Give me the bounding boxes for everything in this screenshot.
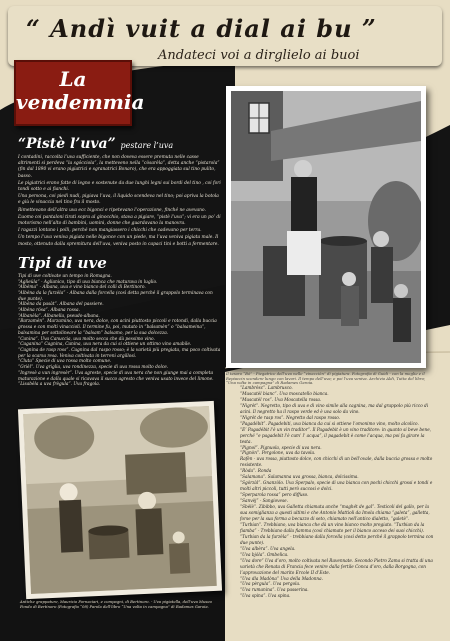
piste-paragraph: Una persona, coi piedi nudi, pigiava l’uva, il liquido scendeva nel tino; poi apriva la botola e giù le vinaccia nel tino fra il mosto.: [18, 194, 219, 206]
right-list-item: “Sbèlè”. Zibibbo, uva Galletta chiamata anche “maghét de gal”. Testicoli del gallo, per la sua somiglianza a questi ultimi e che Antonio Mattioli da Imola chiama “galeta”, galletta, forse per la sua forma a becuzzo di seto, chiamato nell’antico dialetto, “galetè”.: [240, 504, 430, 521]
photo-illustration-pressing: [231, 91, 421, 363]
tipi-item: “Grièl”. Uva griglia, uva rondinezza, specie di uva rossa molto dolce.: [18, 365, 169, 371]
tipi-item: “Aglieùla” - Aglianico, tipo di uva bianca che maturava in luglio.: [18, 279, 158, 285]
tipi-heading: Tipi di uve: [18, 253, 107, 272]
right-list-item: “Turbian da la furzèla” - trebbiano dalla forcella (così detto perché il grappolo termina con due punte).: [240, 533, 434, 545]
photo-image-pressing: [231, 91, 421, 363]
vintage-photo-pressing: [226, 86, 426, 368]
right-list-item: “Uva dla Madòna” Uva della Madonna.: [240, 575, 323, 581]
right-list-item: “Pignol”. Pignuola, specie di uva nera.: [240, 444, 322, 450]
piste-body: [18, 155, 222, 248]
right-list-item: Rafèn - uva rossa, piuttosto dolce, con chicchi di un bell’ovale, dalla buccia grossa e molto resistente.: [240, 456, 433, 468]
right-list-item: “Turbian”. Trebbiano, uva bianca che dà un vino bianco molto pregiato. “Turbian da la fiamba” - Trebbiano dalla fiamma (così chiamato per il bianco acceso dei suoi chicchi).: [240, 521, 425, 533]
right-list-item: “Uva bjòla”. Ombelica.: [240, 551, 289, 557]
right-list-item: “Lambrèsc”. Lambrusco.: [240, 385, 293, 390]
vintage-photo-grapes: [18, 401, 222, 599]
tipi-item: “Albèna rósa”. Albana rossa.: [18, 308, 80, 314]
right-list-item: “Uva rumanina”. Uva passerina.: [240, 587, 309, 593]
tipi-item: “Albèna da pasàt”. Albana del passiere.: [18, 302, 104, 308]
right-list-item: “Sperparola rossa” pero diffuso.: [240, 492, 309, 498]
piste-paragraph: I ragazzi lontano i polli, perché non mangiassero i chicchi che cadevano per terra.: [18, 228, 202, 234]
tipi-item: “Ingresè a vun ingresèr”. Uva agreste, specie di uva nera che non giunge mai a completa maturazione e dalla quale si ricavava il succo agresto che veniva usato invece del limone.: [18, 370, 214, 382]
banner-subtitle: Andateci voi a dirglielo ai buoi: [158, 48, 360, 63]
section-title: La vendemmia: [16, 67, 145, 114]
right-list-item: “Sgòrzàl”. Gnanzòlo. Uva Sperpalo, specie di uva bianca con pochi chicchi grossi e tondi e molti altri piccoli, tutti però succosi e dolci.: [240, 480, 433, 492]
photo-image-grapes: [23, 406, 217, 594]
piste-paragraph: L’uomo coi pantaloni tirati sopra al ginocchio, stava a pigiare, “pistè l’uva”; vi era un po’ di motorismo nell’alto di bambini, uomini, donne che guardavano la manovra.: [18, 214, 221, 227]
photo-caption-right: Il tesoro “Bò” - Piegatrice dell’uva nelle “vinacciòn” di pigiatura. Fotografia di Guidi - con la moglie e il Repiaccin scendere lungo con lavori. Il tempo dell’uva; e poi l’uva veniva. Archivio Aldi, Tutta del libro; “Una volta in campagna” di Radames Garoia.: [226, 371, 426, 386]
right-list-item: “Uva spina”. Uva spina.: [240, 593, 291, 599]
banner-title: “ Andì vuit a dial ai bu ”: [26, 14, 377, 43]
piste-heading: [18, 136, 222, 152]
right-list-item: “Ròda”. Ronda: [240, 468, 272, 474]
tipi-item: Tipi di uve coltivate un tempo in Romagna.: [18, 273, 112, 279]
piste-paragraph: Le pigiatrici erano fatte di legno e sostenute da due lunghi legni sui bordi del tino , coi fori tondi sotto e ai fianchi.: [18, 180, 221, 193]
tipi-item: “Albèna da la furzèla” - Albana dalla forcella (così detta perché il grappolo terminava con due punte).: [18, 290, 213, 302]
piste-heading-small: pestare l’uva: [120, 141, 174, 150]
tipi-list: [18, 274, 222, 388]
photo-illustration-grapes: [23, 406, 217, 594]
right-list-item: “Pagadébit”. Pagadebiti, uva bianca da cui si ottiene l’omonimo vino, molto alcolico.: [240, 420, 419, 426]
tipi-item: “Caganina” Cagnina, Canina, uva nera da cui si ottiene un ottimo vino amabile.: [18, 342, 192, 348]
right-list-item: “Uva albèra”. Uva angela.: [240, 545, 296, 551]
piste-paragraph: Rimettevano dell’altra uva ecc bigonci e ripetevano l’operazione, finché ne avevano.: [18, 207, 206, 213]
right-grape-list: [240, 385, 436, 599]
right-list-item: “Uva pèrgula”. Uva pergola.: [240, 581, 301, 587]
tipi-item: “Albèma” - Albana, uva e vino bianco del colli di Bertinoro.: [18, 285, 146, 291]
piste-paragraph: Un tempo l’uva veniva pigiata nelle bigonce con un piede, ma l’uva veniva pigiata male. Il mosto, ottenuto dalla spremitura dell’uva, veniva posto in capaci tini e botti a fermentare.: [18, 235, 219, 247]
right-list-item: “E’ Pagadébit l’è un vin traditor”. Il Pagadebit è un vino traditore: in quanto si beve bene, perché “e pagadebit l’è cum’ l’ acqua”, il pagadebit è come l’acqua, ma poi fa girare la testa.: [240, 426, 432, 444]
piste-heading-main: “Pistè l’uva”: [18, 136, 116, 152]
tipi-item: “Cagnina de rasp ross”. Cagnina dal raspo rosso; è la varietà più pregiata, ma poco coltivata per la scarsa resa. Veniva coltivata in terreni argillosi.: [18, 347, 221, 359]
right-list-item: “Nigrèt de rasp ros”. Negretto dal raspo rosso.: [240, 414, 341, 420]
right-list-item: “Muscatèl bianc”. Uva moscatello bianca.: [240, 390, 329, 396]
right-list-item: “Nigrèt”. Negretto, tipo di uva e di vino simile alla cagnina, ma dal grappolo più ricco di acini. Il negretto ha il raspo verde ed è uva solo da vino.: [240, 402, 429, 414]
right-list-item: “Salamana”. Salamanna uva grossa, bianca, dolcissima.: [240, 474, 359, 480]
tipi-item: “Canina”. Uva Canuccia, uva molto secca che dà pessimo vino.: [18, 336, 155, 342]
right-list-item: “Pignòn”. Pergolone, uva da tavola.: [240, 450, 316, 456]
left-column: [18, 136, 222, 388]
section-title-box: [14, 60, 145, 126]
photo-caption-left: Antiche grappature, Maurizio Fornaciari, e compagni, di Bertinoro. - Uva pigiatella, dell’uva Museo Fondo di Bertinoro (Fotografia “08) Parola dell’libro “Una volta in campagna” di Radames Garoia.: [20, 599, 212, 609]
tipi-item: “Lisabèla a uva frègula”. Uva fragola.: [18, 382, 101, 388]
right-list-item: “Muscatèl ros”. Uva Moscatella rossa.: [240, 396, 322, 402]
right-list-item: “Sanvèj” - Sangiovese.: [240, 498, 288, 504]
tipi-item: “Cluta” Specie di uva rossa molto comune.: [18, 359, 112, 365]
piste-paragraph: I contadini, raccolta l’uva sufficiente, che non doveva essere premuta nelle casse altrimenti si perdeva “la sgócciola”, la metteveno nella “còsarèla”, detta anche “pistarola” (fin dal 1890 vi erano pigiatrici e sgranatrici Bonaro), che era appoggiata sul tino pulito, basso.: [18, 155, 220, 179]
right-list-item: “Uva dore” Uva d’oro, molto coltivata nel Ravennate. Secondo Pietro Zama si tratta di una varietà che Renata di Francia fece venire dalla fertile Conca d’oro, dalla Borgogna, con l’approvazione del marito Ercole II d’Este.: [240, 557, 433, 575]
title-banner: [8, 6, 442, 66]
tipi-item: “Barzamèn”. Marzamino, uva nera, dolce, con acini piuttosto piccoli e rotondi, dalla buccia grossa e con molti vinaccioli. Il termine fu, poi, mutato in “balsamèn” o “balsameina”, balsamina per sottolineare la “balsam” balsamo, per la sua dolcezza.: [18, 319, 217, 336]
tipi-item: “Albanèla”. Albanella, pseudo-albana.: [18, 313, 100, 319]
